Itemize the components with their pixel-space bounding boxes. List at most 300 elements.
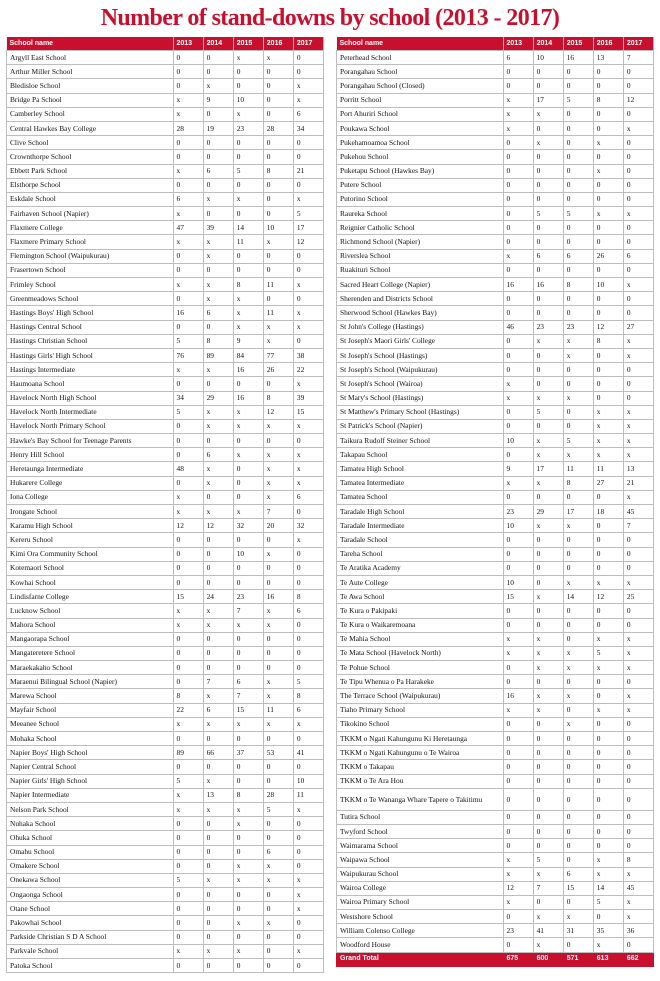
value-cell-2015: 0	[233, 632, 263, 646]
value-cell-2013: 0	[503, 839, 533, 853]
grand-total-value-2014: 600	[533, 952, 563, 966]
table-row	[7, 164, 324, 178]
value-cell-2013: x	[503, 391, 533, 405]
school-name-cell: Crownthorpe School	[7, 150, 174, 164]
value-cell-2014: x	[203, 717, 233, 731]
school-name-cell: Pakowhai School	[7, 916, 174, 930]
value-cell-2014: 5	[533, 207, 563, 221]
value-cell-2017: x	[293, 419, 323, 433]
value-cell-2013: 0	[173, 916, 203, 930]
value-cell-2017: 32	[293, 519, 323, 533]
value-cell-2013: 0	[173, 561, 203, 575]
value-cell-2013: 0	[503, 235, 533, 249]
value-cell-2016: 0	[593, 292, 623, 306]
value-cell-2017: x	[293, 278, 323, 292]
value-cell-2017: 21	[623, 476, 653, 490]
value-cell-2017: 0	[623, 306, 653, 320]
value-cell-2017: x	[293, 93, 323, 107]
value-cell-2017: 0	[293, 505, 323, 519]
value-cell-2016: 0	[263, 207, 293, 221]
page-title: Number of stand-downs by school (2013 - 2017)	[100, 5, 560, 31]
value-cell-2016: x	[593, 867, 623, 881]
value-cell-2013: 89	[173, 746, 203, 760]
value-cell-2017: 0	[293, 249, 323, 263]
value-cell-2013: 0	[173, 150, 203, 164]
school-name-cell: Flaxmere Primary School	[7, 235, 174, 249]
value-cell-2017: 0	[623, 79, 653, 93]
table-row	[337, 839, 654, 853]
table-row	[7, 136, 324, 150]
table-row	[337, 675, 654, 689]
value-cell-2017: 0	[293, 859, 323, 873]
table-row	[7, 221, 324, 235]
value-cell-2014: 0	[203, 207, 233, 221]
value-cell-2017: 34	[293, 121, 323, 135]
value-cell-2017: 7	[623, 51, 653, 65]
value-cell-2015: x	[233, 618, 263, 632]
value-cell-2016: 77	[263, 348, 293, 362]
value-cell-2016: 0	[263, 575, 293, 589]
table-row	[7, 391, 324, 405]
value-cell-2013: 0	[503, 938, 533, 952]
value-cell-2017: 0	[623, 235, 653, 249]
school-name-cell: Napier Intermediate	[7, 788, 174, 802]
value-cell-2017: x	[293, 377, 323, 391]
table-row	[7, 618, 324, 632]
value-cell-2016: 0	[263, 178, 293, 192]
column-header-school: School name	[7, 37, 174, 51]
table-row	[337, 462, 654, 476]
value-cell-2017: 0	[623, 377, 653, 391]
value-cell-2013: x	[173, 235, 203, 249]
value-cell-2015: 0	[563, 824, 593, 838]
table-row	[7, 51, 324, 65]
value-cell-2017: 0	[623, 717, 653, 731]
value-cell-2014: x	[203, 419, 233, 433]
value-cell-2014: 29	[203, 391, 233, 405]
value-cell-2017: x	[623, 661, 653, 675]
value-cell-2013: 0	[173, 65, 203, 79]
value-cell-2015: 0	[563, 221, 593, 235]
value-cell-2017: 0	[623, 604, 653, 618]
value-cell-2014: 0	[203, 533, 233, 547]
value-cell-2016: 53	[263, 746, 293, 760]
value-cell-2013: 0	[173, 476, 203, 490]
value-cell-2015: 15	[233, 703, 263, 717]
value-cell-2013: 0	[173, 263, 203, 277]
value-cell-2013: 0	[173, 930, 203, 944]
table-row	[337, 561, 654, 575]
value-cell-2013: x	[503, 867, 533, 881]
value-cell-2017: x	[293, 888, 323, 902]
school-name-cell: St John's College (Hastings)	[337, 320, 504, 334]
table-row	[7, 859, 324, 873]
value-cell-2014: x	[203, 462, 233, 476]
school-name-cell: TKKM o Takapau	[337, 760, 504, 774]
school-name-cell: Ohuka School	[7, 831, 174, 845]
value-cell-2014: 0	[533, 675, 563, 689]
value-cell-2014: 0	[533, 895, 563, 909]
value-cell-2013: 0	[503, 405, 533, 419]
value-cell-2016: 0	[263, 661, 293, 675]
value-cell-2016: 8	[263, 391, 293, 405]
value-cell-2016: 28	[263, 121, 293, 135]
school-name-cell: Onekawa School	[7, 873, 174, 887]
table-row	[7, 150, 324, 164]
value-cell-2015: 0	[233, 661, 263, 675]
value-cell-2013: 0	[173, 547, 203, 561]
value-cell-2014: 0	[533, 377, 563, 391]
value-cell-2014: 0	[203, 490, 233, 504]
value-cell-2017: x	[293, 802, 323, 816]
school-name-cell: Porangahau School (Closed)	[337, 79, 504, 93]
value-cell-2015: 0	[233, 476, 263, 490]
value-cell-2017: 10	[293, 774, 323, 788]
value-cell-2013: 0	[503, 207, 533, 221]
school-name-cell: Nelson Park School	[7, 802, 174, 816]
value-cell-2016: x	[593, 405, 623, 419]
table-row	[337, 717, 654, 731]
value-cell-2013: 0	[503, 717, 533, 731]
value-cell-2017: 0	[293, 760, 323, 774]
value-cell-2015: x	[563, 391, 593, 405]
value-cell-2016: 0	[593, 732, 623, 746]
value-cell-2014: 16	[533, 278, 563, 292]
value-cell-2015: 15	[563, 881, 593, 895]
value-cell-2013: 10	[503, 519, 533, 533]
value-cell-2014: 0	[203, 888, 233, 902]
value-cell-2017: x	[623, 703, 653, 717]
school-name-cell: Tamatea School	[337, 490, 504, 504]
value-cell-2017: 0	[623, 363, 653, 377]
table-row	[337, 810, 654, 824]
value-cell-2017: 6	[293, 604, 323, 618]
table-row	[337, 334, 654, 348]
value-cell-2014: 0	[533, 490, 563, 504]
school-name-cell: Fairhaven School (Napier)	[7, 207, 174, 221]
value-cell-2015: 0	[563, 235, 593, 249]
school-name-cell: Patoka School	[7, 959, 174, 973]
value-cell-2013: 0	[503, 661, 533, 675]
value-cell-2016: 8	[593, 93, 623, 107]
value-cell-2016: 0	[263, 263, 293, 277]
table-row	[7, 278, 324, 292]
value-cell-2013: 0	[503, 732, 533, 746]
value-cell-2014: x	[533, 334, 563, 348]
value-cell-2016: 10	[263, 221, 293, 235]
value-cell-2016: x	[263, 476, 293, 490]
value-cell-2013: 0	[503, 561, 533, 575]
value-cell-2016: x	[263, 916, 293, 930]
value-cell-2013: x	[503, 646, 533, 660]
table-row	[337, 760, 654, 774]
column-header-2016: 2016	[593, 37, 623, 51]
school-name-cell: Hastings Intermediate	[7, 363, 174, 377]
value-cell-2016: x	[593, 575, 623, 589]
value-cell-2016: 16	[263, 590, 293, 604]
value-cell-2017: x	[623, 405, 653, 419]
value-cell-2017: 0	[293, 646, 323, 660]
column-header-2014: 2014	[203, 37, 233, 51]
value-cell-2017: 6	[623, 249, 653, 263]
table-row	[337, 895, 654, 909]
column-header-2014: 2014	[533, 37, 563, 51]
value-cell-2016: x	[263, 320, 293, 334]
value-cell-2015: x	[233, 859, 263, 873]
value-cell-2016: 0	[263, 888, 293, 902]
value-cell-2014: 6	[533, 249, 563, 263]
value-cell-2016: 0	[593, 178, 623, 192]
value-cell-2013: 0	[503, 65, 533, 79]
value-cell-2013: 0	[173, 760, 203, 774]
table-row	[7, 249, 324, 263]
value-cell-2017: 0	[623, 547, 653, 561]
value-cell-2014: 0	[203, 263, 233, 277]
table-row	[7, 519, 324, 533]
school-name-cell: Kowhai School	[7, 575, 174, 589]
value-cell-2016: 0	[593, 618, 623, 632]
value-cell-2016: 0	[593, 306, 623, 320]
value-cell-2013: 0	[173, 51, 203, 65]
school-name-cell: Kotemaori School	[7, 561, 174, 575]
value-cell-2017: 0	[293, 136, 323, 150]
value-cell-2015: 9	[233, 334, 263, 348]
value-cell-2015: 0	[233, 150, 263, 164]
value-cell-2015: x	[563, 334, 593, 348]
school-name-cell: Hawke's Bay School for Teenage Parents	[7, 434, 174, 448]
value-cell-2016: 0	[263, 732, 293, 746]
value-cell-2014: 29	[533, 505, 563, 519]
value-cell-2016: 0	[263, 79, 293, 93]
value-cell-2017: 0	[623, 788, 653, 810]
value-cell-2014: 0	[203, 646, 233, 660]
value-cell-2014: 0	[203, 916, 233, 930]
value-cell-2016: 0	[263, 930, 293, 944]
value-cell-2017: 5	[293, 207, 323, 221]
value-cell-2017: 0	[293, 930, 323, 944]
value-cell-2014: 0	[533, 717, 563, 731]
school-name-cell: Putere School	[337, 178, 504, 192]
value-cell-2017: 6	[293, 490, 323, 504]
value-cell-2015: 0	[233, 831, 263, 845]
value-cell-2014: x	[533, 391, 563, 405]
value-cell-2013: 12	[173, 519, 203, 533]
value-cell-2016: 0	[593, 65, 623, 79]
value-cell-2015: 6	[233, 675, 263, 689]
table-row	[7, 788, 324, 802]
value-cell-2017: 11	[293, 788, 323, 802]
value-cell-2015: 8	[563, 278, 593, 292]
value-cell-2014: x	[533, 590, 563, 604]
value-cell-2017: 0	[623, 839, 653, 853]
value-cell-2017: 0	[293, 732, 323, 746]
table-row	[337, 746, 654, 760]
value-cell-2017: 25	[623, 590, 653, 604]
value-cell-2015: 0	[563, 732, 593, 746]
table-row	[7, 306, 324, 320]
value-cell-2015: x	[233, 306, 263, 320]
value-cell-2017: x	[293, 944, 323, 958]
value-cell-2017: x	[623, 490, 653, 504]
value-cell-2016: 0	[263, 107, 293, 121]
value-cell-2013: 0	[173, 377, 203, 391]
table-row	[337, 661, 654, 675]
value-cell-2016: 0	[263, 533, 293, 547]
value-cell-2017: 8	[623, 853, 653, 867]
table-row	[337, 363, 654, 377]
value-cell-2017: 12	[293, 235, 323, 249]
school-name-cell: Henry Hill School	[7, 448, 174, 462]
table-row	[7, 703, 324, 717]
school-name-cell: Porangahau School	[337, 65, 504, 79]
table-row	[7, 760, 324, 774]
value-cell-2016: x	[263, 490, 293, 504]
value-cell-2017: 0	[623, 533, 653, 547]
school-name-cell: Central Hawkes Bay College	[7, 121, 174, 135]
value-cell-2017: x	[623, 334, 653, 348]
table-row	[337, 292, 654, 306]
table-header	[7, 37, 324, 51]
value-cell-2017: 15	[293, 405, 323, 419]
value-cell-2015: 0	[563, 377, 593, 391]
value-cell-2014: 7	[203, 675, 233, 689]
value-cell-2014: 0	[203, 632, 233, 646]
value-cell-2015: 17	[563, 505, 593, 519]
table-row	[337, 278, 654, 292]
value-cell-2015: 0	[233, 462, 263, 476]
table-row	[7, 561, 324, 575]
school-name-cell: Maraenui Bilingual School (Napier)	[7, 675, 174, 689]
value-cell-2015: 16	[233, 363, 263, 377]
value-cell-2016: 27	[593, 476, 623, 490]
value-cell-2014: 0	[203, 859, 233, 873]
value-cell-2016: 12	[263, 405, 293, 419]
value-cell-2013: 23	[503, 505, 533, 519]
school-name-cell: Tiaho Primary School	[337, 703, 504, 717]
value-cell-2013: 0	[503, 334, 533, 348]
school-name-cell: TKKM o Te Wananga Whare Tapere o Takitimu	[337, 788, 504, 810]
value-cell-2016: x	[593, 661, 623, 675]
value-cell-2013: 16	[503, 278, 533, 292]
table-row	[7, 235, 324, 249]
value-cell-2017: x	[293, 448, 323, 462]
value-cell-2015: 0	[233, 646, 263, 660]
table-row	[7, 575, 324, 589]
school-name-cell: Pukehou School	[337, 150, 504, 164]
value-cell-2013: x	[173, 717, 203, 731]
school-name-cell: Pukehamoamoa School	[337, 136, 504, 150]
table-row	[337, 732, 654, 746]
value-cell-2017: 0	[293, 263, 323, 277]
table-row	[337, 590, 654, 604]
value-cell-2017: x	[293, 192, 323, 206]
value-cell-2016: 0	[593, 788, 623, 810]
value-cell-2015: x	[563, 661, 593, 675]
table-row	[337, 235, 654, 249]
school-name-cell: St Joseph's School (Wairoa)	[337, 377, 504, 391]
column-header-2013: 2013	[173, 37, 203, 51]
table-row	[7, 121, 324, 135]
value-cell-2013: 0	[503, 263, 533, 277]
value-cell-2014: 23	[533, 320, 563, 334]
value-cell-2015: 0	[563, 774, 593, 788]
value-cell-2013: 5	[173, 405, 203, 419]
value-cell-2016: 0	[593, 547, 623, 561]
value-cell-2014: 17	[533, 462, 563, 476]
value-cell-2017: 0	[293, 959, 323, 973]
value-cell-2016: 12	[593, 320, 623, 334]
school-name-cell: Te Aratika Academy	[337, 561, 504, 575]
value-cell-2014: x	[203, 192, 233, 206]
value-cell-2013: 0	[503, 448, 533, 462]
value-cell-2013: 0	[173, 646, 203, 660]
value-cell-2015: 14	[563, 590, 593, 604]
value-cell-2013: 0	[503, 604, 533, 618]
table-row	[7, 462, 324, 476]
value-cell-2017: 0	[293, 434, 323, 448]
grand-total-value-2013: 675	[503, 952, 533, 966]
column-header-2015: 2015	[563, 37, 593, 51]
table-row	[337, 207, 654, 221]
value-cell-2014: 0	[533, 263, 563, 277]
value-cell-2015: x	[233, 717, 263, 731]
value-cell-2015: 0	[233, 207, 263, 221]
value-cell-2015: x	[233, 192, 263, 206]
table-row	[7, 746, 324, 760]
value-cell-2014: x	[203, 405, 233, 419]
value-cell-2016: 10	[593, 278, 623, 292]
value-cell-2014: 0	[533, 575, 563, 589]
value-cell-2015: 0	[233, 760, 263, 774]
table-row	[337, 853, 654, 867]
value-cell-2017: 0	[623, 192, 653, 206]
value-cell-2014: 0	[533, 561, 563, 575]
school-name-cell: Hastings Girls' High School	[7, 348, 174, 362]
value-cell-2015: 0	[233, 561, 263, 575]
value-cell-2014: 0	[203, 561, 233, 575]
school-name-cell: The Terrace School (Waipukurau)	[337, 689, 504, 703]
value-cell-2016: 0	[593, 192, 623, 206]
value-cell-2014: 0	[203, 845, 233, 859]
value-cell-2013: 0	[503, 675, 533, 689]
table-row	[337, 774, 654, 788]
value-cell-2015: 0	[233, 377, 263, 391]
value-cell-2016: x	[593, 938, 623, 952]
value-cell-2014: 0	[203, 547, 233, 561]
school-name-cell: Sacred Heart College (Napier)	[337, 278, 504, 292]
value-cell-2016: x	[263, 618, 293, 632]
value-cell-2013: 0	[173, 902, 203, 916]
table-row	[7, 93, 324, 107]
value-cell-2016: 0	[593, 490, 623, 504]
school-name-cell: Parkside Christian S D A School	[7, 930, 174, 944]
value-cell-2013: 0	[503, 306, 533, 320]
table-row	[337, 136, 654, 150]
value-cell-2016: 0	[593, 235, 623, 249]
table-row	[7, 689, 324, 703]
school-name-cell: Tutira School	[337, 810, 504, 824]
value-cell-2013: 0	[503, 221, 533, 235]
value-cell-2015: 7	[233, 689, 263, 703]
value-cell-2014: 0	[203, 320, 233, 334]
value-cell-2015: x	[563, 646, 593, 660]
value-cell-2013: 0	[173, 575, 203, 589]
school-name-cell: Hukarere College	[7, 476, 174, 490]
value-cell-2017: 0	[623, 675, 653, 689]
value-cell-2013: x	[503, 853, 533, 867]
value-cell-2013: x	[173, 788, 203, 802]
value-cell-2015: 84	[233, 348, 263, 362]
